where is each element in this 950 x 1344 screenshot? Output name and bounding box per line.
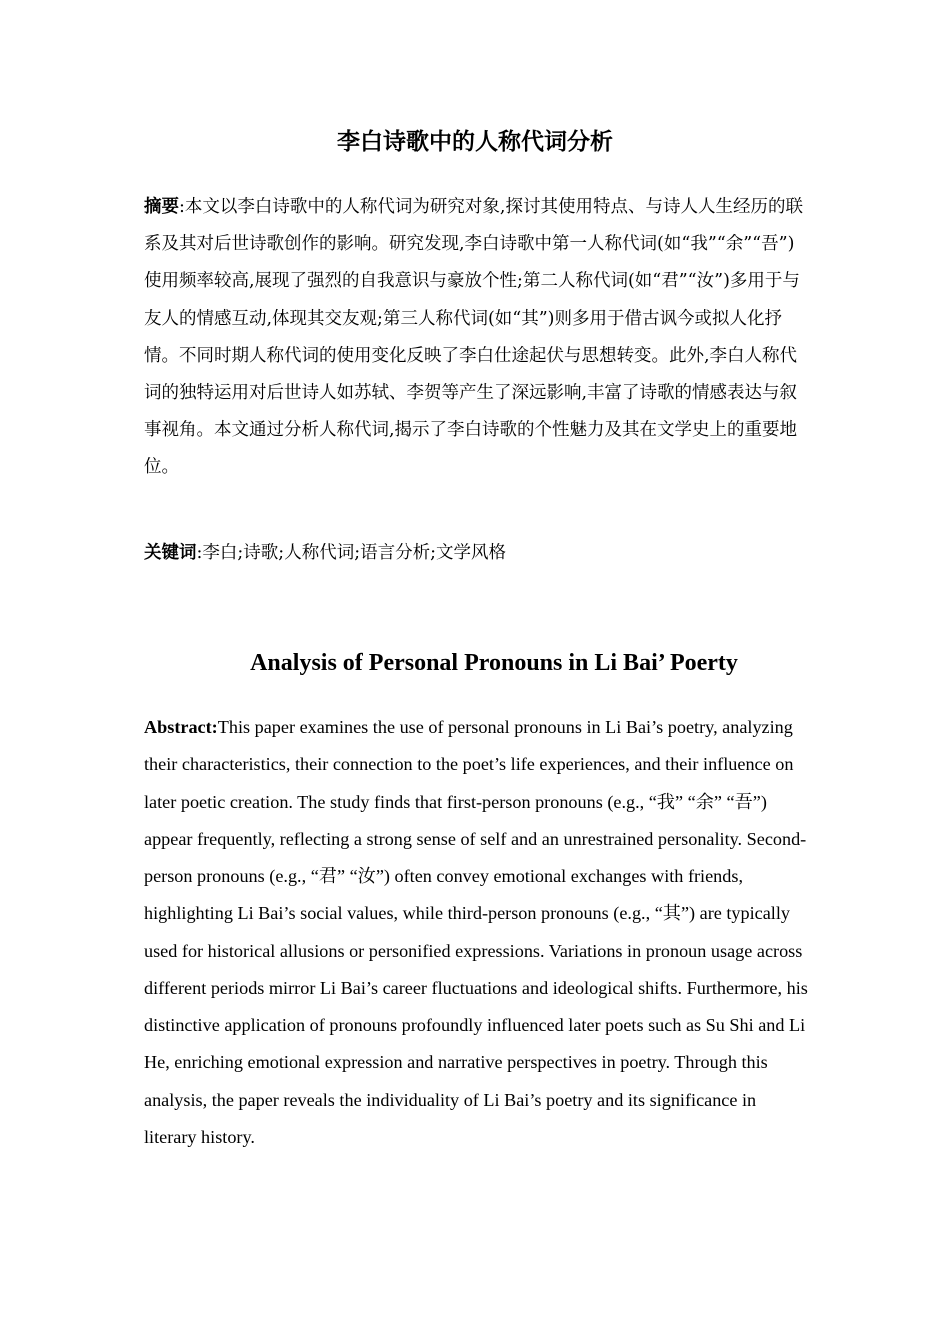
chinese-keywords	[144, 536, 808, 570]
chinese-keywords-label: 关键词	[144, 543, 197, 563]
chinese-abstract-text: 本文以李白诗歌中的人称代词为研究对象,探讨其使用特点、与诗人人生经历的联系及其对后世诗歌创作的影响。研究发现,李白诗歌中第一人称代词(如“我”“余”“吾”)使用频率较高,展现了强烈的自我意识与豪放个性;第二人称代词(如“君”“汝”)多用于与友人的情感互动,体现其交友观;第三人称代词(如“其”)则多用于借古讽今或拟人化抒情。不同时期人称代词的使用变化反映了李白仕途起伏与思想转变。此外,李白人称代词的独特运用对后世诗人如苏轼、李贺等产生了深远影响,丰富了诗歌的情感表达与叙事视角。本文通过分析人称代词,揭示了李白诗歌的个性魅力及其在文学史上的重要地位。	[144, 197, 803, 478]
chinese-abstract-label: 摘要	[144, 197, 179, 217]
chinese-abstract-separator: :	[179, 197, 185, 217]
english-abstract-label: Abstract:	[144, 717, 218, 737]
chinese-abstract	[144, 189, 808, 487]
chinese-keywords-text: 李白;诗歌;人称代词;语言分析;文学风格	[202, 543, 506, 563]
english-title: Analysis of Personal Pronouns in Li Bai’ Poerty	[250, 650, 738, 676]
chinese-title: 李白诗歌中的人称代词分析	[337, 128, 613, 155]
english-abstract-text: This paper examines the use of personal pronouns in Li Bai’s poetry, analyzing their characteristics, their connection to the poet’s life experiences, and their influence on later poetic creation. The study finds that first-person pronouns (e.g., “我” “余” “吾”) appear frequently, reflecting a strong sense of self and an unrestrained personality. Second-person pronouns (e.g., “君” “汝”) often convey emotional exchanges with friends, highlighting Li Bai’s social values, while third-person pronouns (e.g., “其”) are typically used for historical allusions or personified expressions. Variations in pronoun usage across different periods mirror Li Bai’s career fluctuations and ideological shifts. Furthermore, his distinctive application of pronouns profoundly influenced later poets such as Su Shi and Li He, enriching emotional expression and narrative perspectives in poetry. Through this analysis, the paper reveals the individuality of Li Bai’s poetry and its significance in literary history.	[144, 717, 808, 1147]
english-abstract	[144, 709, 810, 1156]
chinese-keywords-separator: :	[196, 543, 203, 563]
